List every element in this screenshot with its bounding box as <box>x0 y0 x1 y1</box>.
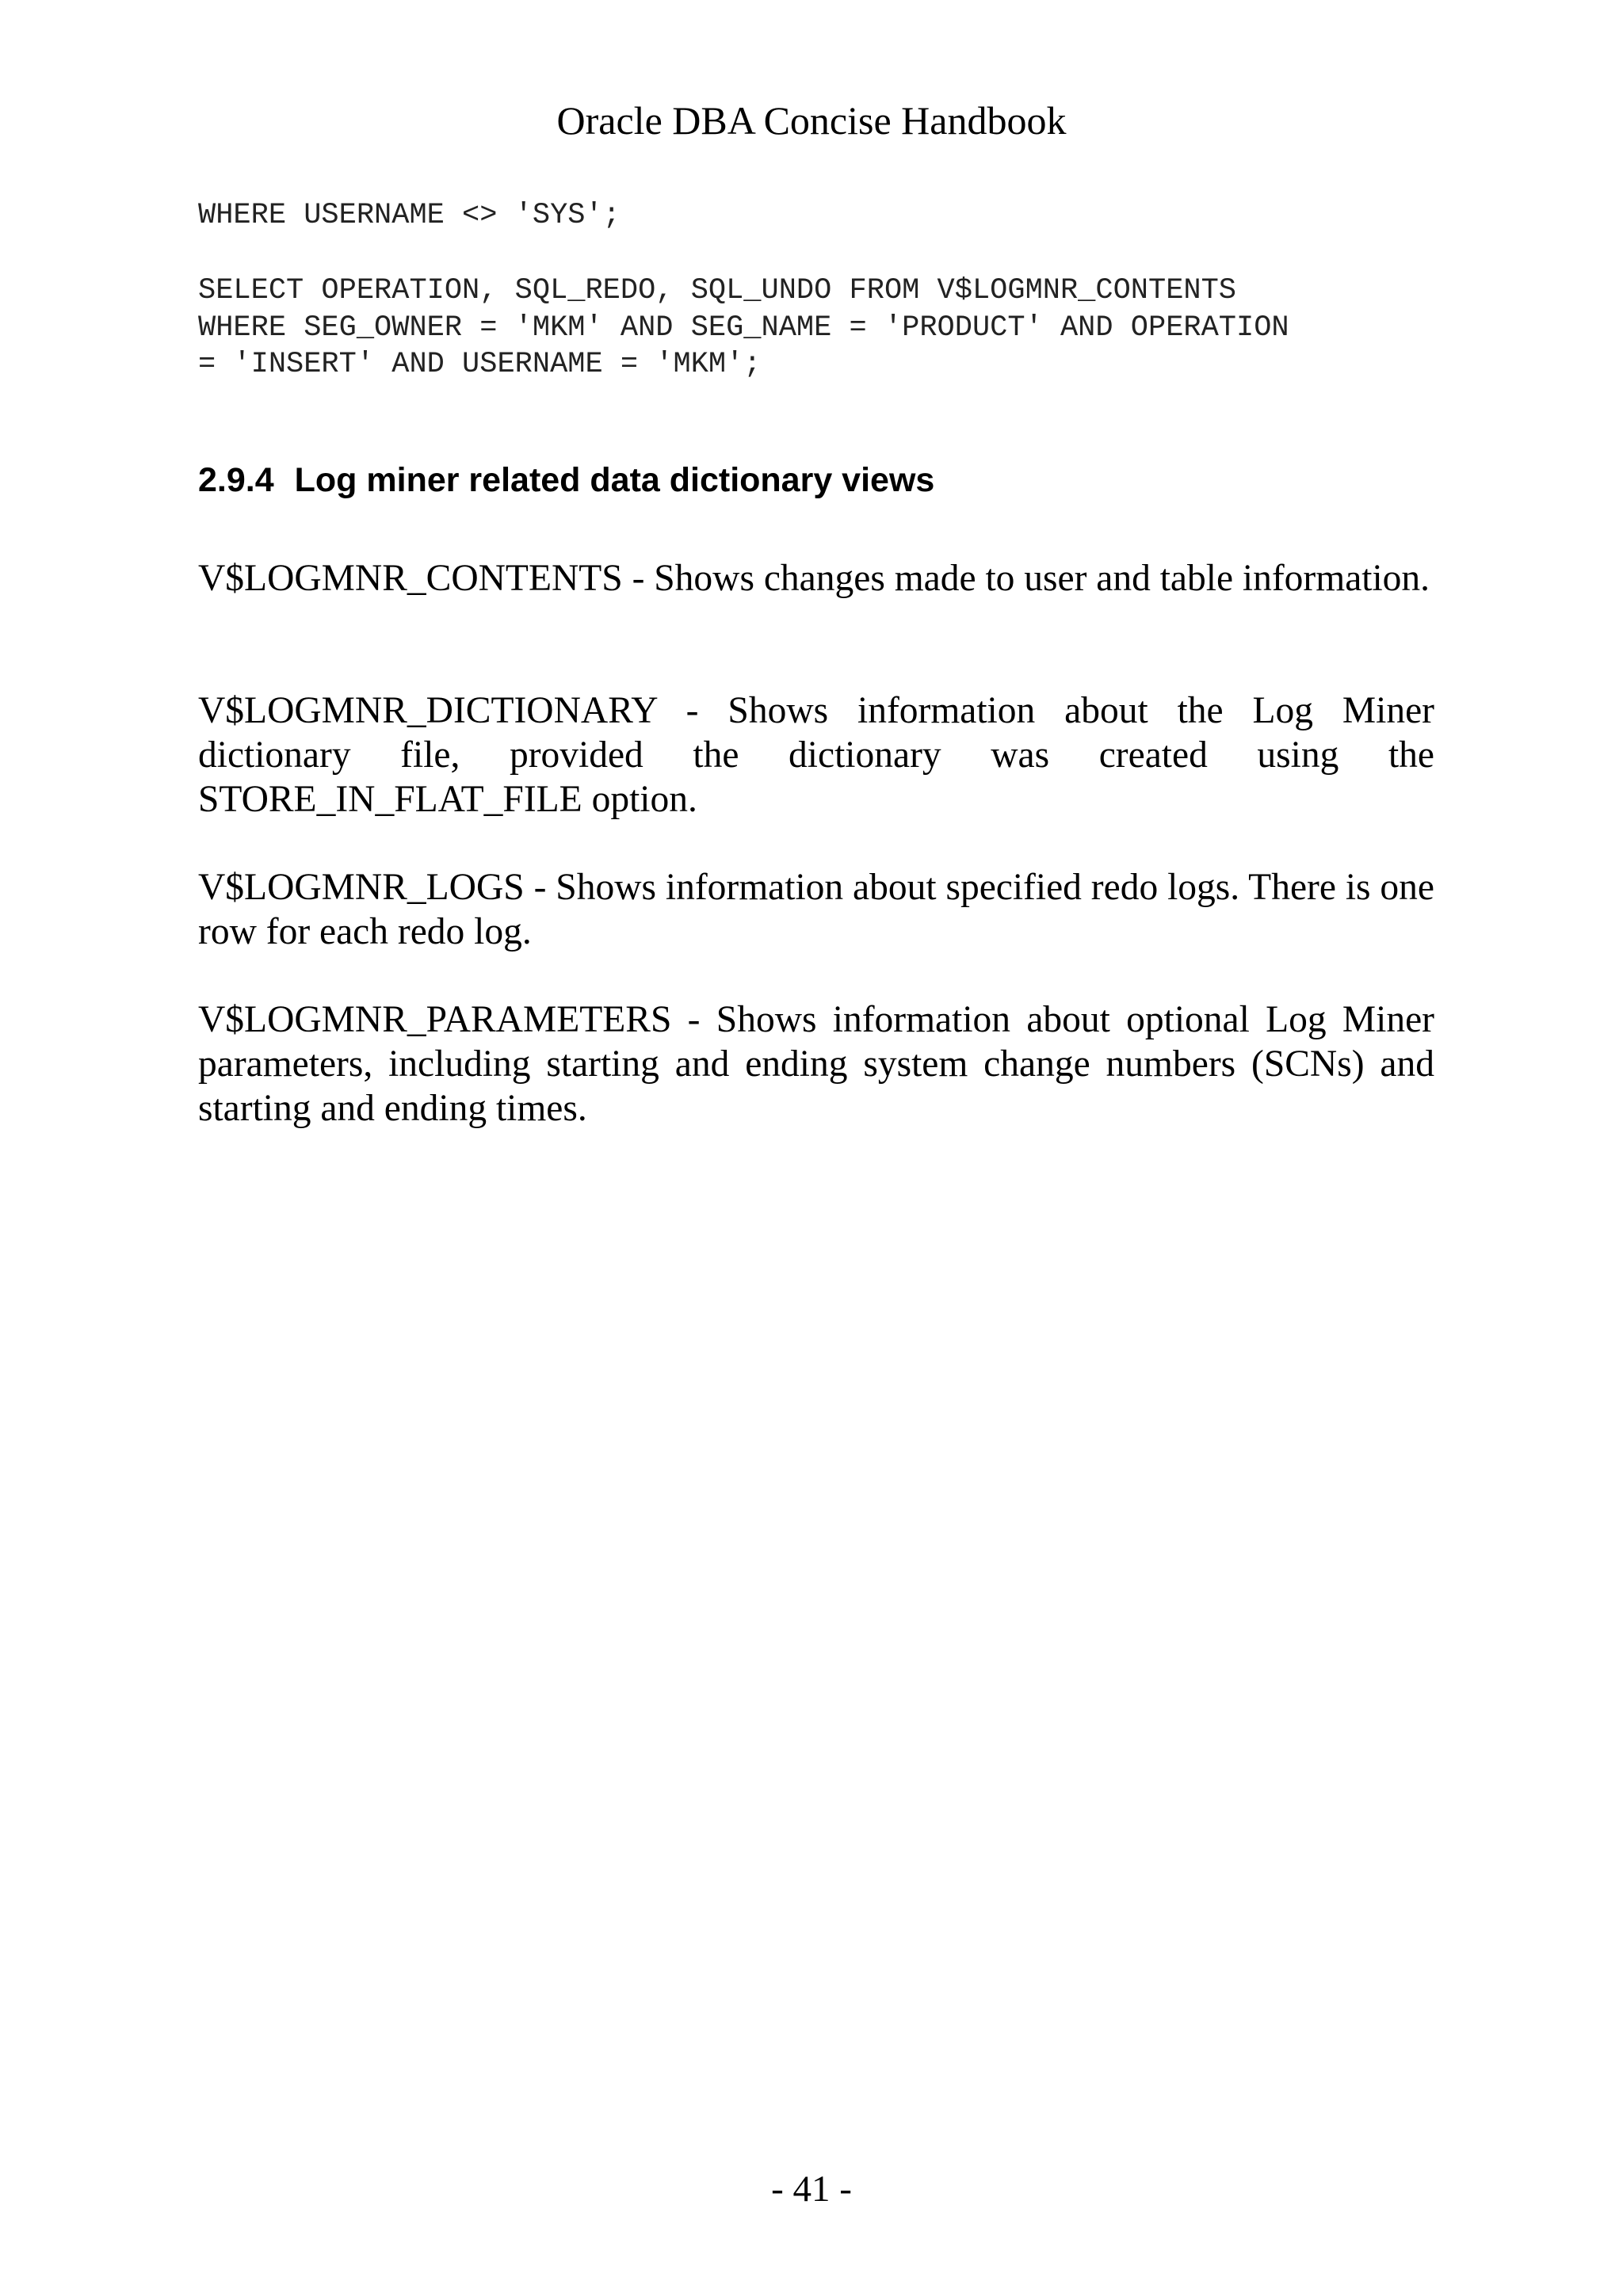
section-heading <box>198 456 1434 504</box>
sql-code-block-select: SELECT OPERATION, SQL_REDO, SQL_UNDO FROM V$LOGMNR_CONTENTS WHERE SEG_OWNER = 'MKM' AND SEG_NAME = 'PRODUCT' AND OPERATION = 'INSERT' AND USERNAME = 'MKM'; <box>198 274 1289 381</box>
paragraph-logmnr-dictionary: V$LOGMNR_DICTIONARY - Shows information about the Log Miner dictionary file, provided the dictionary was created using the STORE_IN_FLAT_FILE option. <box>198 690 1434 820</box>
section-title: Log miner related data dictionary views <box>294 461 935 499</box>
paragraph-logmnr-contents: V$LOGMNR_CONTENTS - Shows changes made to user and table information. <box>198 558 1430 599</box>
section-number: 2.9.4 <box>198 461 274 499</box>
running-header: Oracle DBA Concise Handbook <box>556 98 1067 143</box>
sql-code-block-where: WHERE USERNAME <> 'SYS'; <box>198 199 621 232</box>
paragraph-logmnr-logs: V$LOGMNR_LOGS - Shows information about specified redo logs. There is one row for each redo log. <box>198 867 1434 952</box>
page-number: - 41 - <box>771 2168 852 2210</box>
paragraph-logmnr-parameters: V$LOGMNR_PARAMETERS - Shows information about optional Log Miner parameters, including starting and ending system change numbers (SCNs) and starting and ending times. <box>198 999 1434 1129</box>
